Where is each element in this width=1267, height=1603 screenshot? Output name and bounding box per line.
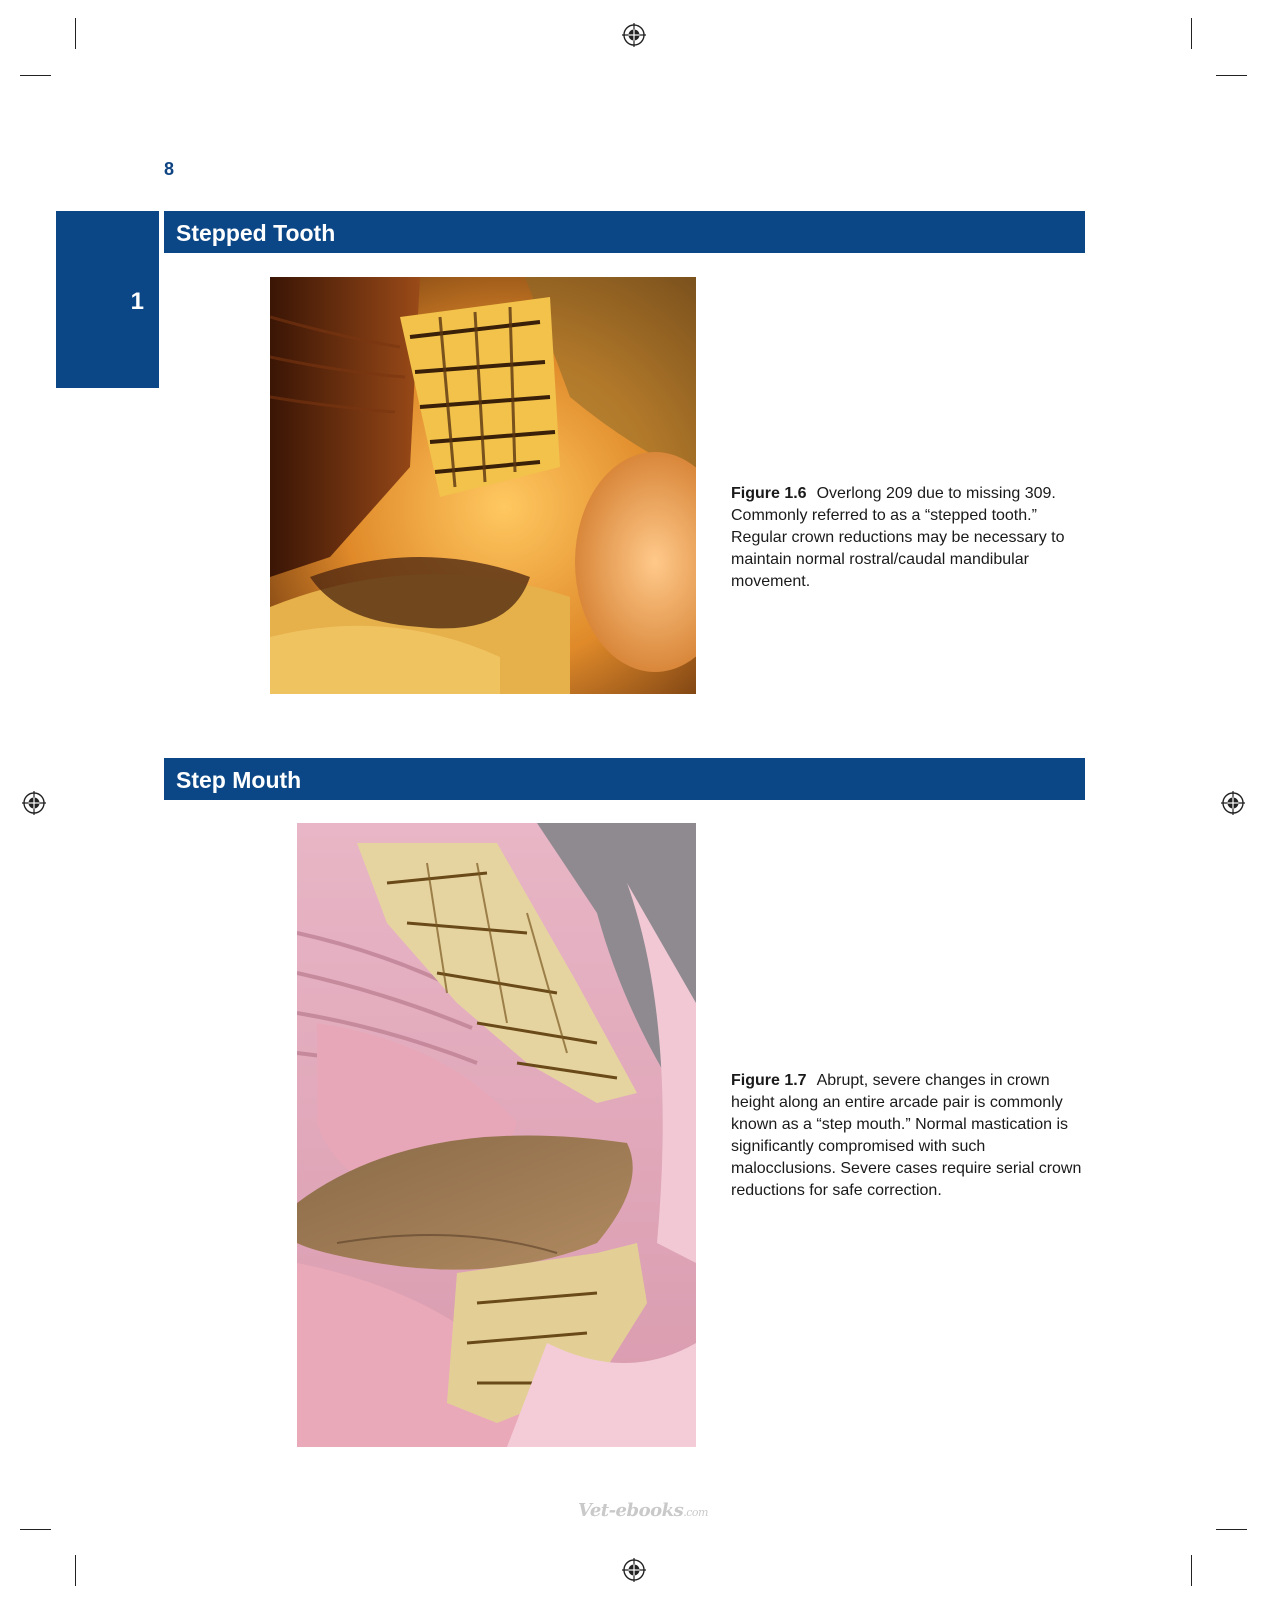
chapter-number: 1 [130,288,144,315]
figure-label: Figure 1.7 [731,1072,807,1089]
watermark [578,1500,708,1521]
crop-mark [1216,75,1247,76]
figure-photo-stepped-tooth [270,277,696,694]
watermark-suffix: .com [683,1506,708,1519]
registration-mark-icon [622,23,646,47]
registration-mark-icon [1221,791,1245,815]
watermark-text: Vet-ebooks [578,1500,684,1521]
figure-caption [731,1070,1091,1202]
crop-mark [1191,18,1192,49]
section-heading: Stepped Tooth [164,211,1085,253]
crop-mark [75,1555,76,1586]
chapter-tab [56,211,159,388]
crop-mark [20,1529,51,1530]
section-heading: Step Mouth [164,758,1085,800]
registration-mark-icon [622,1558,646,1582]
figure-caption [731,483,1091,593]
figure-photo-step-mouth [297,823,696,1447]
crop-mark [20,75,51,76]
figure-label: Figure 1.6 [731,485,807,502]
crop-mark [1191,1555,1192,1586]
crop-mark [75,18,76,49]
figure-caption-text: Overlong 209 due to missing 309. Commonly referred to as a “stepped tooth.” Regular crown reductions may be necessary to maintain normal rostral/caudal mandibular movement. [731,485,1065,590]
figure-caption-text: Abrupt, severe changes in crown height along an entire arcade pair is commonly known as a “step mouth.” Normal mastication is significantly compromised with such malocclusions. Severe cases require serial crown reductions for safe correction. [731,1072,1082,1199]
crop-mark [1216,1529,1247,1530]
registration-mark-icon [22,791,46,815]
page-number: 8 [164,159,175,179]
